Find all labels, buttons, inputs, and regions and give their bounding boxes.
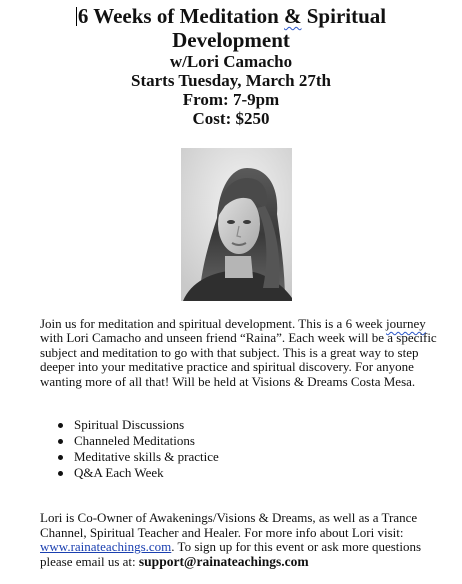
signup-text: . To sign up for this event or ask more questions please email us at: bbox=[40, 539, 422, 569]
title-part-2: Spiritual bbox=[306, 4, 387, 28]
intro-text-start: Join us for meditation and spiritual development. This is a 6 week bbox=[40, 316, 387, 331]
presenter-photo bbox=[181, 148, 292, 301]
topics-list bbox=[56, 417, 219, 481]
event-title-line-1 bbox=[0, 4, 462, 28]
intro-text-rest: with Lori Camacho and unseen friend “Raina”. Each week will be a specific subject and meditation to go with that subject. This is a great way to step deeper into your meditative practice and spiritual discovery. For anyone wanting more of all that! Will be held at Visions & Dreams Costa Mesa. bbox=[40, 330, 437, 389]
list-item: Meditative skills & practice bbox=[56, 449, 219, 465]
list-item: Channeled Meditations bbox=[56, 433, 219, 449]
cost-line: Cost: $250 bbox=[192, 109, 270, 128]
list-item: Spiritual Discussions bbox=[56, 417, 219, 433]
bio-text: Lori is Co-Owner of Awakenings/Visions & Dreams, as well as a Trance Channel, Spiritual Teacher and Healer. For more info about Lori visit: bbox=[40, 510, 418, 540]
text-cursor bbox=[76, 7, 77, 26]
intro-journey-word: journey bbox=[386, 316, 426, 331]
list-item: Q&A Each Week bbox=[56, 465, 219, 481]
website-link[interactable]: www.rainateachings.com bbox=[40, 539, 172, 554]
portrait-image bbox=[181, 148, 292, 301]
title-part-1: 6 Weeks of Meditation bbox=[77, 4, 279, 28]
time-line: From: 7-9pm bbox=[182, 90, 280, 109]
contact-email[interactable]: support@rainateachings.com bbox=[138, 553, 309, 569]
event-title-line-2: Development bbox=[172, 28, 290, 52]
title-ampersand: & bbox=[284, 4, 302, 28]
flyer-header bbox=[0, 4, 462, 128]
start-date-line: Starts Tuesday, March 27th bbox=[131, 71, 331, 90]
presenter-line: w/Lori Camacho bbox=[169, 52, 293, 71]
event-description bbox=[40, 317, 448, 389]
presenter-bio bbox=[40, 511, 455, 569]
